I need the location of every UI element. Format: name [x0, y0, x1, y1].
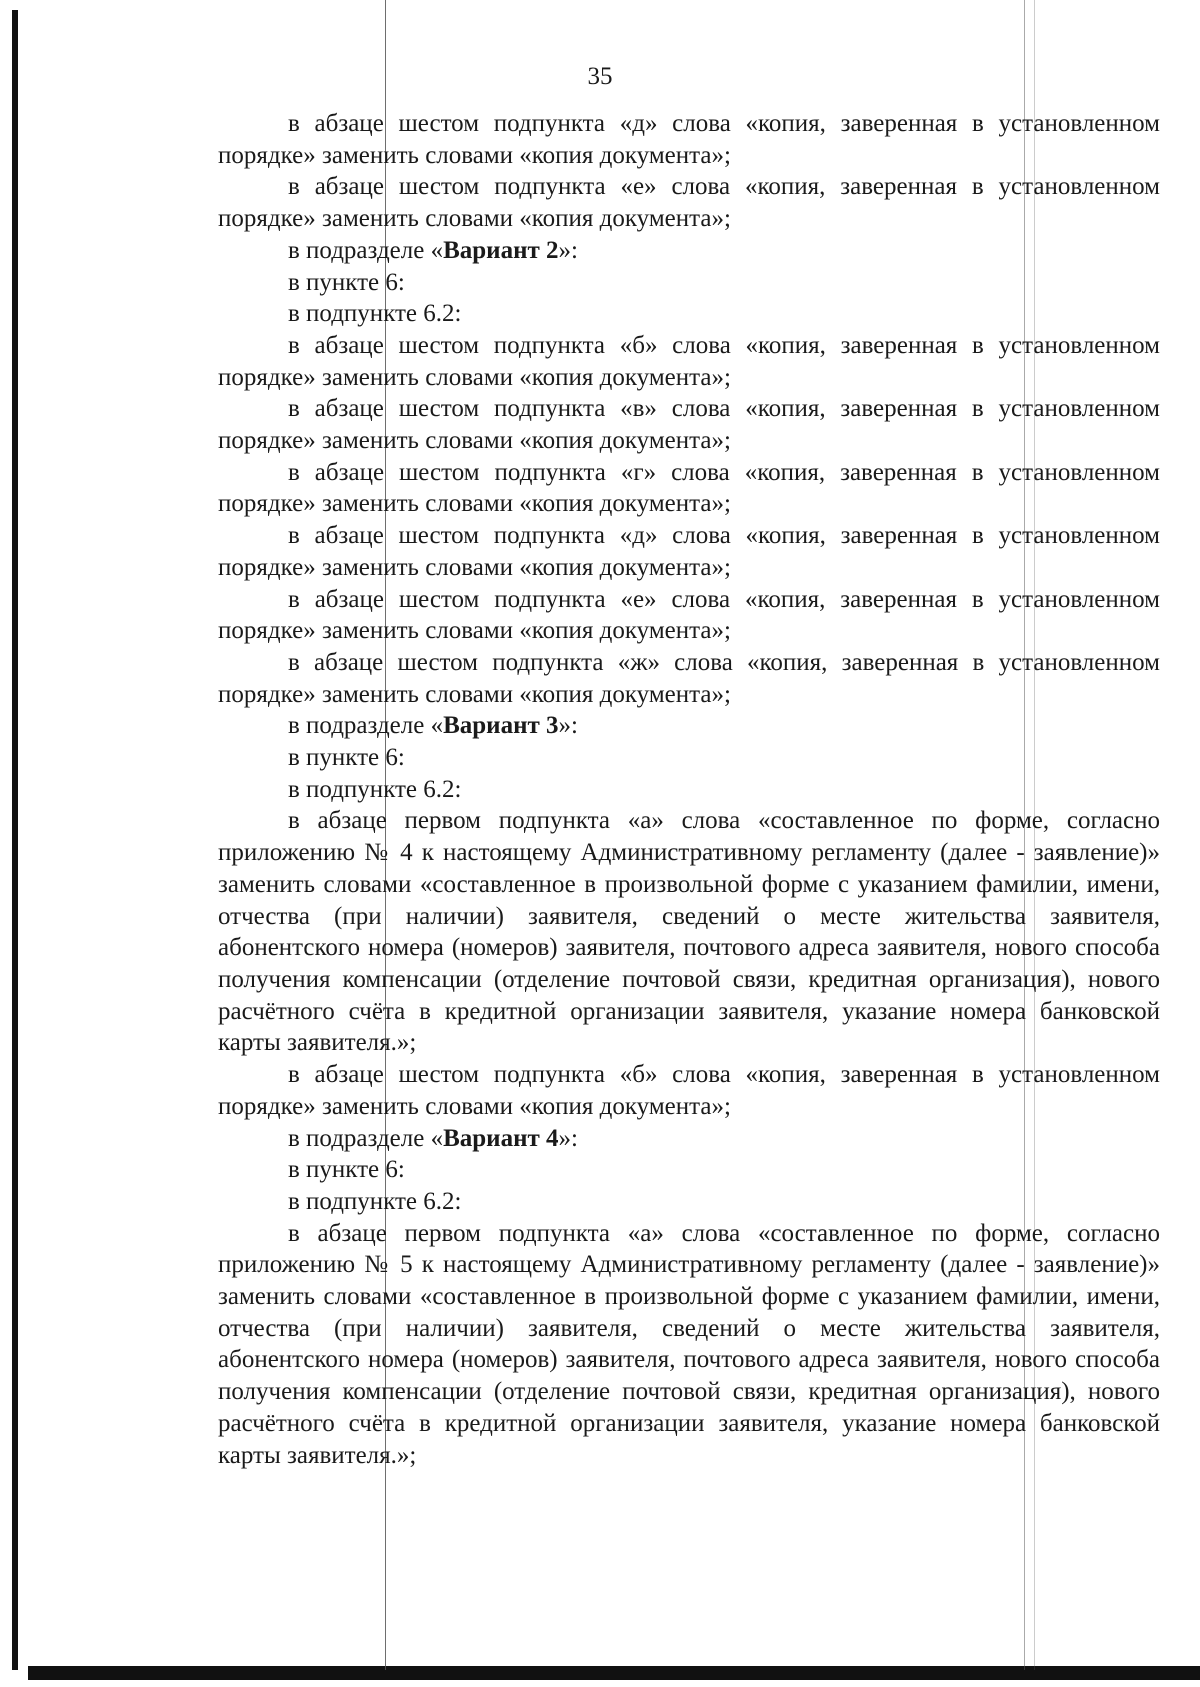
page-number: 35 [587, 63, 613, 90]
paragraph: в абзаце шестом подпункта «ж» слова «копия, заверенная в установленном порядке» заменить словами «копия документа»; [218, 648, 1160, 708]
paragraph: в пункте 6: [288, 1156, 405, 1184]
paragraph: в абзаце первом подпункта «а» слова «составленное по форме, согласно приложению № 4 к настоящему Административному регламенту (далее - заявление)» заменить словами «составленное в произвольной форме с указанием фамилии, имени, отчества (при наличии) заявителя, сведений о месте жительства заявителя, абонентского номера (номеров) заявителя, почтового адреса заявителя, нового способа получения компенсации (отделение почтовой связи, кредитная организация), нового расчётного счёта в кредитной организации заявителя, указание номера банковской карты заявителя.»; [218, 807, 1160, 1057]
paragraph: в абзаце шестом подпункта «е» слова «копия, заверенная в установленном порядке» заменить словами «копия документа»; [218, 585, 1160, 645]
paragraph: в абзаце шестом подпункта «б» слова «копия, заверенная в установленном порядке» заменить словами «копия документа»; [218, 1061, 1160, 1120]
scan-left-border [12, 10, 18, 1670]
paragraph: в абзаце шестом подпункта «г» слова «копия, заверенная в установленном порядке» заменить словами «копия документа»; [218, 458, 1160, 518]
paragraph: в абзаце первом подпункта «а» слова «составленное по форме, согласно приложению № 5 к настоящему Административному регламенту (далее - заявление)» заменить словами «составленное в произвольной форме с указанием фамилии, имени, отчества (при наличии) заявителя, сведений о месте жительства заявителя, абонентского номера (номеров) заявителя, почтового адреса заявителя, нового способа получения компенсации (отделение почтовой связи, кредитная организация), нового расчётного счёта в кредитной организации заявителя, указание номера банковской карты заявителя.»; [218, 1219, 1160, 1469]
paragraph: в подпункте 6.2: [288, 775, 462, 803]
paragraph: в пункте 6: [288, 744, 405, 772]
paragraph: в абзаце шестом подпункта «д» слова «копия, заверенная в установленном порядке» заменить словами «копия документа»; [218, 522, 1160, 581]
subsection-heading: в подразделе «Вариант 3»: [288, 712, 578, 740]
paragraph: в подпункте 6.2: [288, 1187, 462, 1215]
paragraph: в абзаце шестом подпункта «в» слова «копия, заверенная в установленном порядке» заменить словами «копия документа»; [218, 395, 1160, 455]
subsection-heading: в подразделе «Вариант 2»: [288, 236, 578, 264]
paragraph: в абзаце шестом подпункта «е» слова «копия, заверенная в установленном порядке» заменить словами «копия документа»; [218, 173, 1160, 233]
paragraph: в пункте 6: [288, 268, 405, 296]
paragraph: в абзаце шестом подпункта «д» слова «копия, заверенная в установленном порядке» заменить словами «копия документа»; [218, 110, 1160, 169]
document-body [218, 108, 1160, 1471]
paragraph: в подпункте 6.2: [288, 300, 462, 328]
paragraph: в абзаце шестом подпункта «б» слова «копия, заверенная в установленном порядке» заменить словами «копия документа»; [218, 331, 1160, 391]
subsection-heading: в подразделе «Вариант 4»: [288, 1124, 578, 1152]
